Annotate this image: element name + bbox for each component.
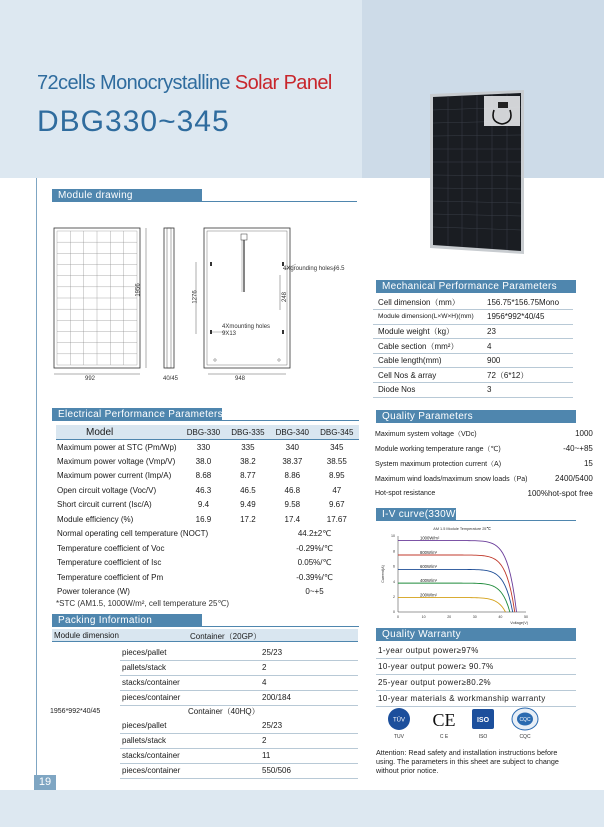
electrical-value: 46.3	[195, 485, 212, 495]
series-label: 600W/m²	[420, 564, 437, 570]
x-tick-label: 40	[498, 615, 503, 619]
warranty-item: 25-year output power≥80.2%	[376, 675, 576, 691]
x-tick-label: 20	[447, 615, 452, 619]
electrical-label: Maximum power current (Imp/A)	[57, 471, 172, 481]
cqc-icon	[512, 708, 538, 730]
electrical-common-row	[56, 556, 359, 571]
electrical-header-row	[56, 425, 359, 440]
y-tick-label: 4	[393, 579, 395, 584]
electrical-value: -0.39%/℃	[296, 572, 333, 582]
y-tick-label: 2	[393, 595, 395, 599]
packing-divider	[120, 733, 358, 734]
packing-divider	[120, 763, 358, 764]
quality-label: Maximum wind loads/maximum snow loads（Pa)	[375, 475, 528, 483]
mechanical-row	[373, 295, 573, 310]
model-name: DBG-330	[181, 425, 225, 440]
y-axis-label: Current(A)	[381, 565, 385, 583]
electrical-value: 44.2±2℃	[297, 529, 332, 539]
series-label: 800W/m²	[420, 549, 437, 555]
electrical-row	[56, 454, 359, 469]
ce-label: C E	[439, 734, 449, 740]
model-name: DBG-345	[315, 425, 359, 440]
electrical-value: 8.95	[328, 471, 345, 481]
iv-series-line	[398, 598, 506, 612]
packing-divider	[120, 748, 358, 749]
electrical-value: 8.86	[284, 471, 301, 481]
y-tick-label: 6	[393, 564, 395, 569]
stc-footnote: *STC (AM1.5, 1000W/m², cell temperature 25℃)	[56, 599, 230, 608]
packing-value: 2	[262, 736, 267, 745]
electrical-row	[56, 498, 359, 513]
x-tick-label: 10	[421, 615, 426, 619]
dim-248: 248	[282, 291, 289, 303]
mechanical-value: 3	[487, 383, 573, 398]
packing-label: stacks/container	[122, 678, 180, 687]
packing-value: 25/23	[262, 648, 283, 657]
electrical-label: Temperature coefficient of Isc	[57, 558, 162, 568]
iso-mark: ISO	[476, 717, 490, 724]
quality-row	[375, 486, 595, 501]
packing-divider	[120, 778, 358, 779]
iv-curve-header: I-V curve(330W)	[376, 508, 456, 521]
electrical-value: 46.8	[284, 485, 301, 495]
electrical-common-row	[56, 527, 359, 542]
model-column-header: Model	[56, 425, 181, 440]
packing-value: 2	[262, 663, 267, 672]
electrical-common-row	[56, 585, 359, 600]
solar-panel-photo	[422, 88, 530, 256]
mechanical-label: Cable section（mm²）	[373, 339, 487, 354]
x-tick-label: 0	[397, 615, 399, 619]
y-tick-label: 0	[393, 610, 395, 615]
packing-value: 550/506	[262, 766, 291, 775]
electrical-value: 8.77	[240, 471, 256, 481]
title-product-type: 72cells Monocrystalline	[37, 72, 235, 94]
title-solar-panel: Solar Panel	[234, 72, 332, 94]
packing-value: 11	[262, 751, 271, 760]
module-drawing-header: Module drawing	[52, 189, 202, 202]
quality-row	[375, 456, 595, 471]
electrical-row	[56, 483, 359, 498]
electrical-label: Short circuit current (Isc/A)	[57, 500, 152, 510]
electrical-label: Maximum power at STC (Pm/Wp)	[57, 442, 177, 452]
mounting-holes-note: 4Xmounting holes	[222, 324, 271, 330]
series-label: 200W/m²	[420, 592, 437, 598]
mounting-holes-size: 9X13	[222, 331, 237, 337]
mechanical-label: Cell Nos & array	[373, 368, 487, 383]
mechanical-value: 23	[487, 324, 573, 339]
packing-value: 200/184	[262, 693, 291, 702]
electrical-row	[56, 440, 359, 455]
electrical-value: 330	[196, 442, 211, 452]
electrical-value: 9.67	[328, 500, 345, 510]
electrical-label: Normal operating cell temperature (NOCT)	[57, 529, 209, 539]
mechanical-row	[373, 310, 573, 325]
ce-icon	[432, 710, 455, 730]
packing-container-20gp: Container（20GP）	[190, 632, 262, 641]
mechanical-label: Module dimension(L×W×H)(mm)	[373, 310, 487, 325]
mechanical-row	[373, 353, 573, 368]
warranty-item: 10-year materials & workmanship warranty	[376, 691, 576, 707]
y-tick-label: 10	[391, 534, 395, 539]
packing-label: pieces/container	[122, 693, 181, 702]
iso-icon	[472, 709, 494, 729]
warranty-list	[376, 643, 576, 707]
packing-label: stacks/container	[122, 751, 180, 760]
module-drawing	[40, 200, 360, 390]
quality-label: Hot-spot resistance	[375, 490, 436, 497]
quality-value: 100%hot-spot free	[527, 489, 593, 498]
electrical-value: 0.05%/℃	[297, 558, 332, 568]
packing-module-header: Module dimension	[54, 631, 119, 640]
mechanical-header: Mechanical Performance Parameters	[376, 280, 576, 293]
footer-band	[0, 790, 604, 827]
packing-value: 25/23	[262, 721, 283, 730]
packing-rule	[202, 626, 359, 627]
quality-label: Maximum system voltage（VDc)	[375, 430, 477, 438]
quality-table	[375, 426, 595, 501]
packing-divider	[120, 675, 358, 676]
model-range: DBG330~345	[37, 105, 230, 138]
electrical-value: 8.68	[195, 471, 212, 481]
dim-length: 1956	[135, 283, 142, 297]
electrical-label: Temperature coefficient of Pm	[57, 572, 164, 582]
mechanical-value: 900	[487, 353, 573, 368]
packing-label: pieces/pallet	[122, 721, 167, 730]
quality-value: 15	[583, 459, 593, 468]
tuv-icon	[388, 708, 410, 730]
mechanical-value: 4	[487, 339, 573, 354]
quality-value: -40~+85	[563, 444, 593, 453]
packing-header: Packing Information	[52, 614, 202, 627]
electrical-row	[56, 512, 359, 527]
electrical-value: 340	[285, 442, 299, 452]
electrical-label: Temperature coefficient of Voc	[57, 543, 165, 553]
mechanical-label: Diode Nos	[373, 383, 487, 398]
packing-divider	[120, 660, 358, 661]
mechanical-value: 156.75*156.75Mono	[487, 295, 573, 310]
electrical-value: 16.9	[195, 514, 212, 524]
page-title	[37, 72, 332, 95]
iv-curve-rule	[456, 520, 576, 521]
model-name: DBG-335	[226, 425, 270, 440]
electrical-value: 9.58	[284, 500, 301, 510]
attention-note: Attention: Read safety and installation instructions before using. The parameters in this sheet are subject to change without prior notice.	[376, 748, 559, 775]
electrical-value: 17.2	[240, 514, 256, 524]
electrical-row	[56, 469, 359, 484]
electrical-label: Maximum power voltage (Vmp/V)	[57, 456, 176, 466]
packing-table	[40, 629, 358, 774]
electrical-label: Module efficiency (%)	[57, 514, 134, 524]
quality-row	[375, 441, 595, 456]
quality-row	[375, 471, 595, 486]
electrical-value: 38.37	[282, 456, 303, 466]
quality-row	[375, 426, 595, 441]
packing-label: pallets/stack	[122, 736, 167, 745]
quality-header: Quality Parameters	[376, 410, 576, 423]
electrical-common-row	[56, 570, 359, 585]
chart-title: AM 1.5 Module Temperature 25℃	[433, 527, 491, 531]
mechanical-table	[373, 295, 573, 398]
cqc-mark: CQC	[519, 717, 531, 723]
electrical-value: 46.5	[240, 485, 256, 495]
quality-value: 2400/5400	[555, 474, 593, 483]
page-number: 19	[34, 775, 56, 790]
electrical-value: 17.67	[326, 514, 347, 524]
dim-1276: 1276	[192, 290, 199, 304]
mechanical-value: 72（6*12）	[487, 368, 573, 383]
y-tick-label: 8	[393, 549, 395, 554]
mechanical-label: Module weight（kg）	[373, 324, 487, 339]
warranty-item: 1-year output power≥97%	[376, 643, 576, 659]
x-tick-label: 50	[524, 615, 528, 619]
mechanical-row	[373, 368, 573, 383]
electrical-common-row	[56, 541, 359, 556]
ce-mark: CE	[432, 710, 456, 730]
electrical-header: Electrical Performance Parameters	[52, 408, 222, 421]
cqc-label: CQC	[519, 734, 531, 740]
tuv-label: TUV	[394, 734, 404, 740]
electrical-value: 38.2	[240, 456, 256, 466]
packing-value: 4	[262, 678, 267, 687]
warranty-item: 10-year output power≥ 90.7%	[376, 659, 576, 675]
electrical-table	[56, 425, 359, 599]
series-label: 400W/m²	[420, 577, 437, 583]
dim-948: 948	[235, 376, 246, 382]
electrical-value: 335	[241, 442, 255, 452]
packing-container-40hq: Container（40HQ）	[188, 707, 260, 716]
mechanical-label: Cell dimension（mm）	[373, 295, 487, 310]
electrical-label: Open circuit voltage (Voc/V)	[57, 485, 157, 495]
mechanical-value: 1956*992*40/45	[487, 310, 573, 325]
packing-label: pieces/pallet	[122, 648, 167, 657]
x-axis-label: Voltage(V)	[510, 621, 528, 625]
electrical-value: 9.4	[197, 500, 210, 510]
mechanical-label: Cable length(mm)	[373, 353, 487, 368]
electrical-rule	[222, 420, 359, 421]
packing-divider	[120, 690, 358, 691]
iv-curve-chart	[376, 522, 576, 627]
electrical-label: Power tolerance (W)	[57, 587, 130, 597]
electrical-value: 345	[330, 442, 344, 452]
series-label: 1000W/m²	[420, 535, 440, 541]
left-rule	[36, 178, 37, 775]
grounding-holes-note: 4Xgrounding holes∮6.5	[283, 266, 345, 272]
electrical-value: 38.0	[195, 456, 212, 466]
iso-label: ISO	[478, 734, 488, 740]
packing-module-value: 1956*992*40/45	[50, 708, 101, 715]
electrical-value: 0~+5	[305, 587, 324, 597]
model-name: DBG-340	[270, 425, 314, 440]
mechanical-row	[373, 324, 573, 339]
tuv-mark: TÜV	[393, 717, 405, 724]
iv-series-line	[398, 569, 513, 612]
electrical-value: -0.29%/℃	[296, 543, 333, 553]
electrical-value: 47	[332, 485, 342, 495]
mechanical-row	[373, 383, 573, 398]
packing-label: pallets/stack	[122, 663, 167, 672]
quality-label: System maximum protection current（A)	[375, 460, 502, 468]
electrical-value: 38.55	[326, 456, 347, 466]
mechanical-row	[373, 339, 573, 354]
warranty-header: Quality Warranty	[376, 628, 576, 641]
quality-label: Module working temperature range（℃)	[375, 445, 501, 453]
quality-value: 1000	[575, 429, 593, 438]
dim-side: 40/45	[163, 376, 179, 382]
x-tick-label: 30	[472, 615, 477, 619]
electrical-value: 17.4	[284, 514, 301, 524]
dim-width: 992	[85, 376, 96, 382]
packing-label: pieces/container	[122, 766, 181, 775]
electrical-value: 9.49	[240, 500, 256, 510]
